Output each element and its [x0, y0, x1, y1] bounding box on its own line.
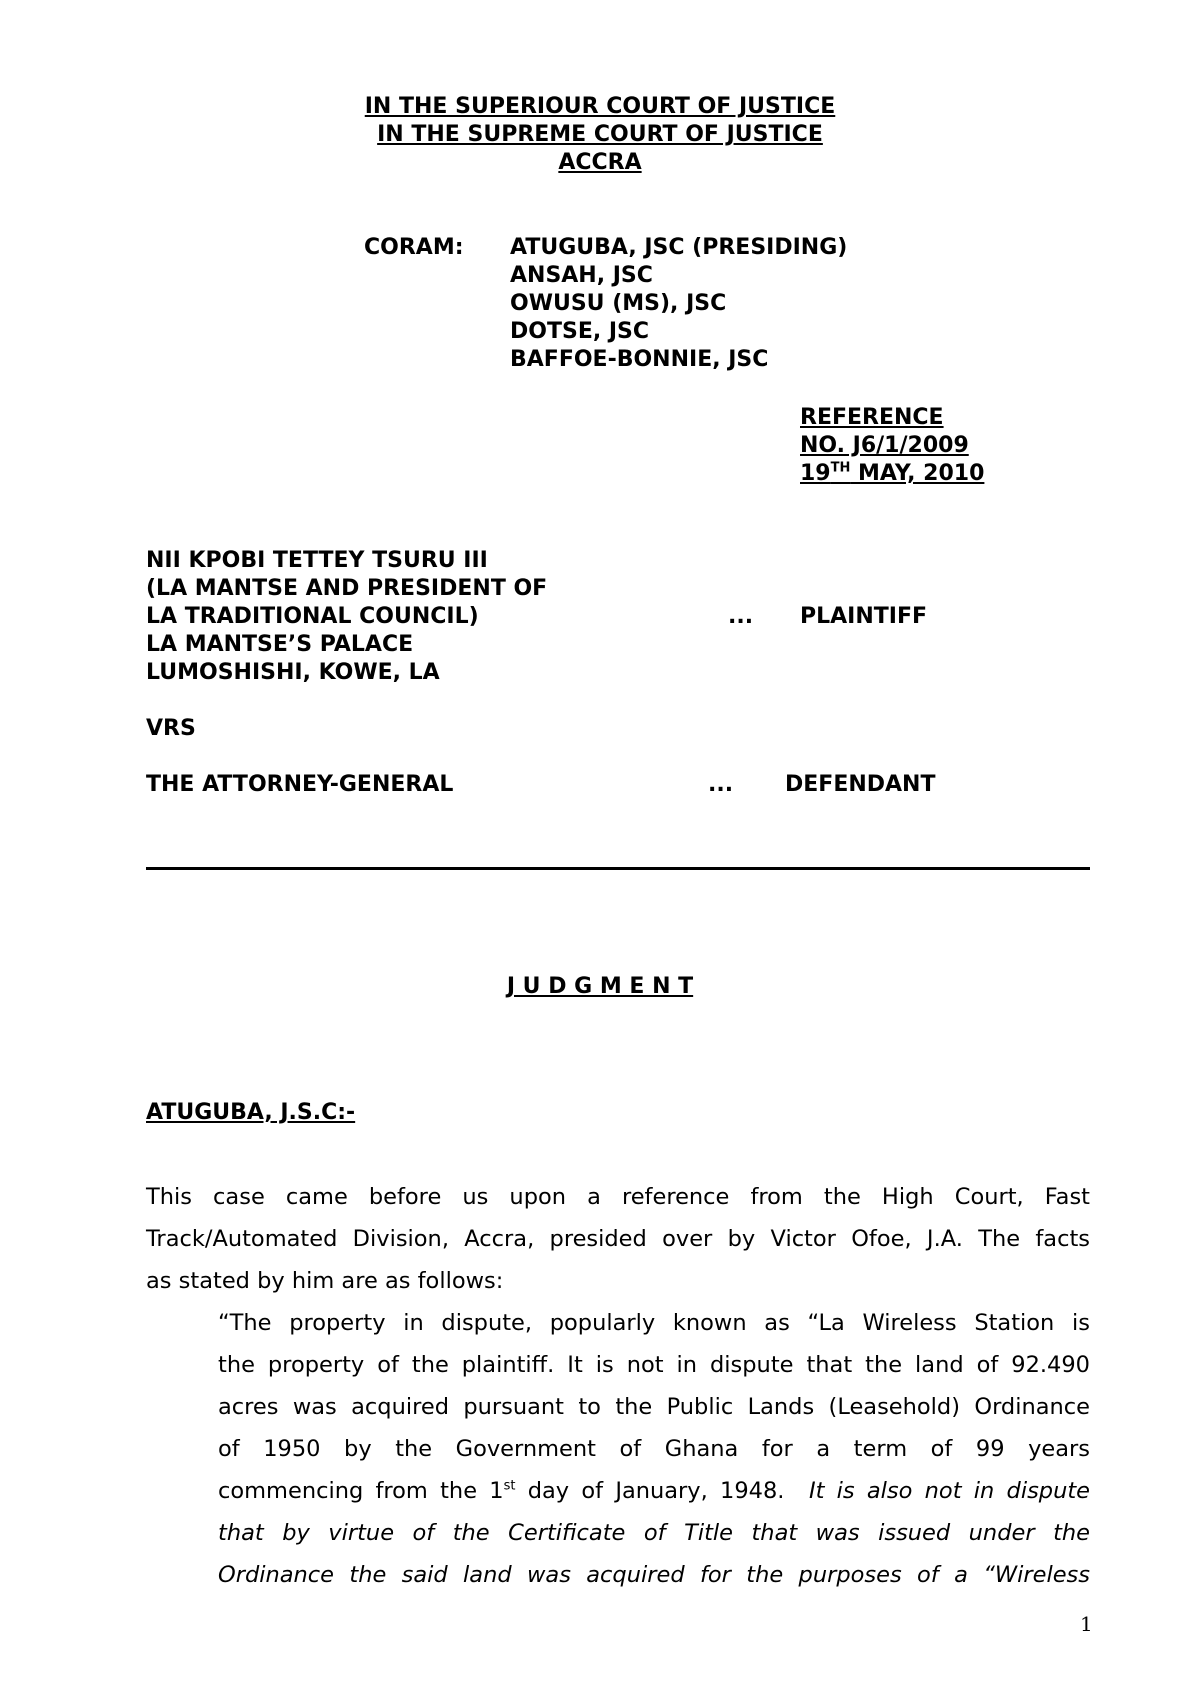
quote-fragment: day of January, 1948.	[515, 1478, 809, 1504]
plaintiff-line: LA MANTSE’S PALACE	[146, 632, 414, 657]
court-header-line-1: IN THE SUPERIOUR COURT OF JUSTICE	[364, 94, 836, 119]
plaintiff-line: NII KPOBI TETTEY TSURU III	[146, 548, 488, 573]
body-paragraph-1	[146, 1176, 1090, 1302]
judgment-title: J U D G M E N T	[506, 974, 694, 999]
defendant-dots: ...	[708, 772, 734, 797]
court-header-line-3: ACCRA	[558, 150, 642, 175]
judgment-author: ATUGUBA, J.S.C:-	[146, 1100, 356, 1125]
page-number: 1	[1080, 1612, 1093, 1636]
court-header-line-2: IN THE SUPREME COURT OF JUSTICE	[377, 122, 823, 147]
quote-line: acres was acquired pursuant to the Public Lands (Leasehold) Ordinance	[218, 1394, 1090, 1420]
reference-number: NO. J6/1/2009	[800, 433, 969, 458]
quote-line: “The property in dispute, popularly known as “La Wireless Station is	[218, 1310, 1090, 1336]
reference-date-day: 19	[800, 461, 831, 486]
paragraph-line: as stated by him are as follows:	[146, 1268, 504, 1294]
quote-line: of 1950 by the Government of Ghana for a term of 99 years	[218, 1436, 1090, 1462]
quote-line	[218, 1470, 1090, 1512]
coram-judge: DOTSE, JSC	[510, 319, 650, 344]
reference-label: REFERENCE	[800, 405, 944, 430]
quote-fragment: commencing from the 1	[218, 1478, 504, 1504]
plaintiff-line: LA TRADITIONAL COUNCIL)	[146, 604, 479, 629]
coram-judge: ATUGUBA, JSC (PRESIDING)	[510, 235, 848, 260]
quote-line-italic: that by virtue of the Certificate of Title that was issued under the	[218, 1520, 1090, 1546]
plaintiff-line: (LA MANTSE AND PRESIDENT OF	[146, 576, 548, 601]
quote-fragment-italic: It is also not in dispute	[808, 1478, 1091, 1504]
quote-line: the property of the plaintiff. It is not in dispute that the land of 92.490	[218, 1352, 1090, 1378]
versus-label: VRS	[146, 716, 196, 741]
coram-judge: ANSAH, JSC	[510, 263, 653, 288]
horizontal-divider	[146, 867, 1090, 870]
coram-judge: BAFFOE-BONNIE, JSC	[510, 347, 769, 372]
reference-date-rest: MAY, 2010	[850, 461, 985, 486]
ordinal-suffix: st	[503, 1478, 516, 1494]
coram-label: CORAM:	[364, 235, 464, 260]
paragraph-line: This case came before us upon a reference from the High Court, Fast	[146, 1184, 1090, 1210]
quote-line-italic: Ordinance the said land was acquired for the purposes of a “Wireless	[218, 1562, 1090, 1588]
defendant-name: THE ATTORNEY-GENERAL	[146, 772, 454, 797]
plaintiff-line: LUMOSHISHI, KOWE, LA	[146, 660, 440, 685]
coram-judge: OWUSU (MS), JSC	[510, 291, 727, 316]
plaintiff-role: PLAINTIFF	[800, 604, 928, 629]
reference-date	[800, 461, 984, 486]
defendant-role: DEFENDANT	[785, 772, 936, 797]
plaintiff-dots: ...	[728, 604, 754, 629]
reference-date-suffix: TH	[830, 460, 851, 476]
paragraph-line: Track/Automated Division, Accra, presided over by Victor Ofoe, J.A. The facts	[146, 1226, 1090, 1252]
quoted-facts	[218, 1302, 1090, 1596]
